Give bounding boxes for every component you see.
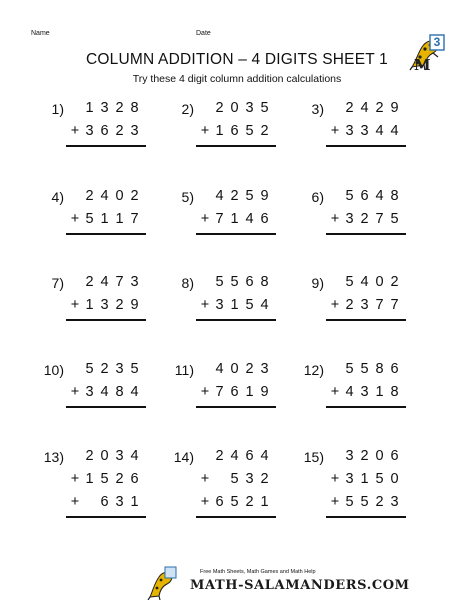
- plus-sign: [198, 188, 212, 204]
- plus-sign: [68, 100, 82, 116]
- answer-line: [66, 145, 146, 147]
- addend-row-plus: [68, 471, 142, 487]
- digit: 5: [245, 188, 254, 204]
- digit: 7: [215, 384, 224, 400]
- digit: 4: [100, 188, 109, 204]
- digit: 3: [345, 448, 354, 464]
- problem-number: 2): [181, 101, 194, 117]
- plus-sign: +: [330, 471, 340, 487]
- digit: 3: [100, 297, 109, 313]
- digit: 1: [85, 100, 94, 116]
- digit: 0: [115, 188, 124, 204]
- answer-line: [326, 233, 406, 235]
- plus-sign: +: [200, 123, 210, 139]
- digit: 0: [375, 448, 384, 464]
- digit: 2: [130, 188, 139, 204]
- addend-row-plus: [328, 123, 402, 139]
- digit: 6: [100, 494, 109, 510]
- digit: 6: [230, 384, 239, 400]
- addend-row: [68, 274, 142, 290]
- digit: 3: [130, 123, 139, 139]
- digit: 2: [85, 274, 94, 290]
- plus-sign: +: [330, 384, 340, 400]
- digit: 7: [115, 274, 124, 290]
- problem-number: 11): [174, 362, 194, 378]
- logo-badge: 3: [433, 35, 441, 49]
- digit: 4: [100, 274, 109, 290]
- digit: 1: [85, 297, 94, 313]
- digit: 9: [390, 100, 399, 116]
- digit: 2: [115, 100, 124, 116]
- digit: 3: [115, 448, 124, 464]
- digit: 3: [245, 471, 254, 487]
- plus-sign: [328, 448, 342, 464]
- digit: 5: [345, 274, 354, 290]
- problem-number: 15): [303, 449, 324, 465]
- digit: 3: [345, 123, 354, 139]
- plus-sign: [68, 448, 82, 464]
- answer-line: [196, 406, 276, 408]
- digit: 5: [260, 100, 269, 116]
- digit: 2: [345, 100, 354, 116]
- answer-line: [326, 406, 406, 408]
- digit: 5: [375, 471, 384, 487]
- digit: 9: [260, 384, 269, 400]
- plus-sign: [68, 274, 82, 290]
- addend-row: [328, 361, 402, 377]
- digit: 3: [390, 494, 399, 510]
- digit: 0: [230, 100, 239, 116]
- addend-row-plus: [198, 384, 272, 400]
- problem-number: 12): [303, 362, 324, 378]
- digit: [82, 494, 97, 510]
- plus-sign: +: [200, 384, 210, 400]
- addend-row-plus: [328, 384, 402, 400]
- digit: 1: [360, 471, 369, 487]
- addend-row-plus: [328, 297, 402, 313]
- digit: 3: [345, 471, 354, 487]
- digit: 4: [360, 274, 369, 290]
- addend-row-plus: [68, 297, 142, 313]
- digit: 1: [230, 297, 239, 313]
- digit: 4: [230, 448, 239, 464]
- addend-row-plus: [198, 471, 272, 487]
- answer-line: [196, 233, 276, 235]
- digit: 1: [375, 384, 384, 400]
- digit: 5: [390, 211, 399, 227]
- digit: 2: [245, 494, 254, 510]
- digit: 2: [85, 188, 94, 204]
- digit: 2: [245, 361, 254, 377]
- plus-sign: [198, 448, 212, 464]
- plus-sign: +: [70, 471, 80, 487]
- digit: 5: [345, 494, 354, 510]
- addend-row: [198, 361, 272, 377]
- digit: 0: [375, 274, 384, 290]
- plus-sign: [328, 361, 342, 377]
- footer-brand: MATH-SALAMANDERS.COM: [190, 578, 410, 593]
- addend-row-plus: [198, 297, 272, 313]
- digit: 0: [390, 471, 399, 487]
- problem-number: 7): [51, 275, 64, 291]
- page-subtitle: Try these 4 digit column addition calculations: [132, 73, 342, 85]
- addend-row: [68, 448, 142, 464]
- answer-line: [66, 319, 146, 321]
- footer-salamander-logo: [147, 566, 177, 600]
- svg-text:M: M: [414, 56, 431, 71]
- digit: 2: [260, 123, 269, 139]
- digit: 2: [345, 297, 354, 313]
- footer-tagline: Free Math Sheets, Math Games and Math Help: [200, 569, 316, 575]
- addend-row: [198, 448, 272, 464]
- addend-row-plus: [68, 211, 142, 227]
- digit: 6: [100, 123, 109, 139]
- plus-sign: [68, 188, 82, 204]
- addend-row-plus: [198, 211, 272, 227]
- plus-sign: +: [200, 494, 210, 510]
- answer-line: [196, 516, 276, 518]
- digit: 5: [345, 361, 354, 377]
- digit: 3: [360, 384, 369, 400]
- digit: 5: [230, 274, 239, 290]
- problem-number: 8): [181, 275, 194, 291]
- page-title: COLUMN ADDITION – 4 DIGITS SHEET 1: [86, 51, 388, 68]
- digit: 3: [100, 100, 109, 116]
- digit: 9: [130, 297, 139, 313]
- digit: 1: [100, 211, 109, 227]
- digit: 2: [85, 448, 94, 464]
- plus-sign: +: [330, 211, 340, 227]
- digit: 1: [130, 494, 139, 510]
- digit: 2: [390, 274, 399, 290]
- problem-number: 6): [311, 189, 324, 205]
- problem-number: 5): [181, 189, 194, 205]
- problem-number: 13): [43, 449, 64, 465]
- digit: 1: [85, 471, 94, 487]
- digit: 2: [360, 448, 369, 464]
- digit: 7: [375, 297, 384, 313]
- digit: 8: [390, 188, 399, 204]
- plus-sign: +: [70, 297, 80, 313]
- addend-row-plus: [328, 494, 402, 510]
- plus-sign: [198, 100, 212, 116]
- digit: [212, 471, 227, 487]
- plus-sign: [198, 274, 212, 290]
- digit: 4: [130, 448, 139, 464]
- problem-number: 3): [311, 101, 324, 117]
- digit: 1: [260, 494, 269, 510]
- digit: 6: [260, 211, 269, 227]
- digit: 4: [245, 211, 254, 227]
- digit: 2: [115, 297, 124, 313]
- digit: 5: [245, 123, 254, 139]
- digit: 4: [390, 123, 399, 139]
- plus-sign: [328, 274, 342, 290]
- addend-row: [198, 274, 272, 290]
- plus-sign: +: [330, 297, 340, 313]
- digit: 3: [260, 361, 269, 377]
- addend-row: [198, 188, 272, 204]
- digit: 1: [230, 211, 239, 227]
- plus-sign: [328, 100, 342, 116]
- digit: 3: [215, 297, 224, 313]
- answer-line: [196, 145, 276, 147]
- digit: 5: [100, 471, 109, 487]
- plus-sign: +: [330, 123, 340, 139]
- addend-row: [328, 100, 402, 116]
- plus-sign: [198, 361, 212, 377]
- digit: 6: [390, 448, 399, 464]
- digit: 4: [375, 123, 384, 139]
- digit: 7: [390, 297, 399, 313]
- answer-line: [326, 319, 406, 321]
- addend-row-plus: [328, 211, 402, 227]
- digit: 1: [115, 211, 124, 227]
- digit: 8: [130, 100, 139, 116]
- digit: 6: [245, 274, 254, 290]
- answer-line: [66, 516, 146, 518]
- digit: 3: [85, 123, 94, 139]
- digit: 4: [130, 384, 139, 400]
- addend-row: [328, 274, 402, 290]
- digit: 2: [215, 100, 224, 116]
- digit: 7: [375, 211, 384, 227]
- digit: 5: [215, 274, 224, 290]
- digit: 3: [85, 384, 94, 400]
- digit: 1: [215, 123, 224, 139]
- digit: 4: [215, 188, 224, 204]
- problem-number: 9): [311, 275, 324, 291]
- plus-sign: +: [70, 494, 80, 510]
- digit: 4: [100, 384, 109, 400]
- answer-line: [326, 516, 406, 518]
- digit: 3: [115, 361, 124, 377]
- addend-row: [68, 361, 142, 377]
- digit: 5: [85, 211, 94, 227]
- addend-row-plus: [68, 384, 142, 400]
- digit: 6: [230, 123, 239, 139]
- plus-sign: +: [200, 211, 210, 227]
- digit: 5: [130, 361, 139, 377]
- addend-row: [68, 188, 142, 204]
- digit: 8: [390, 384, 399, 400]
- digit: 2: [375, 494, 384, 510]
- digit: 2: [115, 471, 124, 487]
- addend-row-plus: [198, 123, 272, 139]
- plus-sign: [68, 361, 82, 377]
- digit: 5: [245, 297, 254, 313]
- answer-line: [66, 406, 146, 408]
- answer-line: [66, 233, 146, 235]
- digit: 2: [100, 361, 109, 377]
- digit: 0: [230, 361, 239, 377]
- digit: 8: [260, 274, 269, 290]
- digit: 5: [360, 361, 369, 377]
- digit: 4: [375, 188, 384, 204]
- digit: 2: [215, 448, 224, 464]
- problem-number: 14): [173, 449, 194, 465]
- digit: 3: [115, 494, 124, 510]
- digit: 3: [360, 123, 369, 139]
- digit: 3: [245, 100, 254, 116]
- digit: 5: [230, 471, 239, 487]
- digit: 3: [360, 297, 369, 313]
- digit: 5: [230, 494, 239, 510]
- digit: 4: [360, 100, 369, 116]
- digit: 2: [360, 211, 369, 227]
- digit: 3: [345, 211, 354, 227]
- addend-row-plus: [328, 471, 402, 487]
- digit: 4: [345, 384, 354, 400]
- digit: 2: [260, 471, 269, 487]
- digit: 7: [215, 211, 224, 227]
- addend-row-plus: [68, 123, 142, 139]
- digit: 6: [360, 188, 369, 204]
- digit: 7: [130, 211, 139, 227]
- digit: 6: [130, 471, 139, 487]
- addend-row-plus: [68, 494, 142, 510]
- problem-number: 10): [43, 362, 64, 378]
- digit: 3: [130, 274, 139, 290]
- plus-sign: +: [70, 211, 80, 227]
- digit: 2: [115, 123, 124, 139]
- answer-line: [326, 145, 406, 147]
- plus-sign: [328, 188, 342, 204]
- date-label: Date: [196, 30, 211, 37]
- digit: 5: [360, 494, 369, 510]
- digit: 5: [85, 361, 94, 377]
- name-label: Name: [31, 30, 50, 37]
- digit: 4: [260, 297, 269, 313]
- addend-row: [68, 100, 142, 116]
- plus-sign: +: [70, 384, 80, 400]
- addend-row: [198, 100, 272, 116]
- addend-row: [328, 448, 402, 464]
- answer-line: [196, 319, 276, 321]
- digit: 2: [375, 100, 384, 116]
- addend-row-plus: [198, 494, 272, 510]
- digit: 1: [245, 384, 254, 400]
- digit: 6: [390, 361, 399, 377]
- problem-number: 1): [51, 101, 64, 117]
- plus-sign: +: [70, 123, 80, 139]
- plus-sign: +: [330, 494, 340, 510]
- digit: 2: [230, 188, 239, 204]
- digit: 6: [245, 448, 254, 464]
- digit: 9: [260, 188, 269, 204]
- digit: 4: [260, 448, 269, 464]
- addend-row: [328, 188, 402, 204]
- digit: 8: [115, 384, 124, 400]
- problem-number: 4): [51, 189, 64, 205]
- plus-sign: +: [200, 471, 210, 487]
- digit: 8: [375, 361, 384, 377]
- digit: 0: [100, 448, 109, 464]
- digit: 5: [345, 188, 354, 204]
- plus-sign: +: [200, 297, 210, 313]
- digit: 4: [215, 361, 224, 377]
- digit: 6: [215, 494, 224, 510]
- salamander-logo: [408, 33, 446, 71]
